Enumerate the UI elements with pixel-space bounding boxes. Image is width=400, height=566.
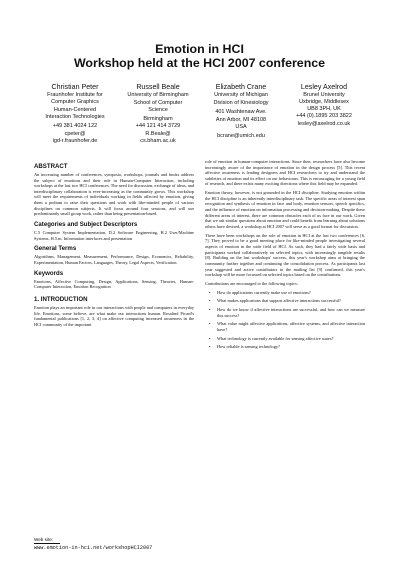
title-line-1: Emotion in HCI <box>155 42 244 56</box>
general-terms-heading: General Terms <box>34 245 77 253</box>
bullet-icon: • <box>209 289 211 295</box>
author-department: School of Computer <box>133 100 183 107</box>
website-footnote <box>34 537 152 551</box>
list-item <box>205 344 365 350</box>
categories-heading: Categories and Subject Descriptors <box>34 221 138 229</box>
author-1 <box>34 83 116 145</box>
website-label: Web site: <box>34 537 54 542</box>
author-2 <box>117 83 199 145</box>
list-item-text: What technology is currently available for sensing affective states? <box>217 335 334 341</box>
author-phone: +44 (0).1895 203 3822 <box>296 112 352 119</box>
list-item <box>205 298 365 304</box>
bullet-icon: • <box>209 344 211 350</box>
author-affiliation: Computer Graphics <box>51 98 99 105</box>
author-department: Division of Kinesiology <box>213 100 269 107</box>
author-name: Elizabeth Crane <box>215 83 267 91</box>
author-department: Science <box>148 107 168 114</box>
author-4 <box>283 83 365 145</box>
introduction-heading: 1. INTRODUCTION <box>34 296 88 304</box>
topic-list <box>205 290 365 350</box>
author-name: Christian Peter <box>51 83 99 91</box>
left-column <box>34 159 194 353</box>
body-paragraph: role of emotion in human-computer interactions. Since then, researchers have also become increasingly aware of the importance of emotion in the design process [5]. This recent affective awareness is leading designers and HCI researchers to try and understand the subtleties of emotion and its effect on our behaviours. This is encouraging for a young field of research, and there exists many exciting directions where this field may be expanded. <box>205 158 365 187</box>
author-affiliation: Brunel University <box>303 92 345 98</box>
website-link[interactable]: www.emotion-in-hci.net/workshopHCI2007 <box>34 545 153 551</box>
author-name: Lesley Axelrod <box>300 83 348 91</box>
abstract-heading: ABSTRACT <box>34 162 68 170</box>
categories-text: C.5 Computer System Implementation, D.2 Software Engineering, H.2 User/Machine Systems, H.5.m. Information interfaces and presentation <box>34 230 194 241</box>
paper-title <box>34 42 365 70</box>
author-email[interactable]: R.Beale@ <box>145 131 171 138</box>
list-item <box>205 290 365 296</box>
list-item-text: How do we know if affective interactions are successful, and how can we measure this success? <box>217 306 365 318</box>
author-email[interactable]: cpeter@ <box>64 131 86 138</box>
author-phone: +49 381 4024 122 <box>52 122 98 129</box>
right-column <box>205 159 365 353</box>
title-line-2: Workshop held at the HCI 2007 conference <box>73 56 326 70</box>
author-name: Russell Beale <box>136 83 180 91</box>
general-terms-text: Algorithms, Management, Measurement, Performance, Design, Economics, Reliability, Experimentation, Human Factors, Languages, Theory, Legal Aspects, Verification. <box>34 254 194 266</box>
list-item-text: What makes applications that support affective interactions successful? <box>217 298 341 304</box>
bullet-icon: • <box>209 298 211 304</box>
body-paragraph: Contributions are encouraged to the following topics: <box>205 280 298 286</box>
author-affiliation: University of Birmingham <box>127 92 189 98</box>
body-paragraph: There have been workshops on the role of emotion in HCI at the last two conferences [6, 7]. They proved to be a good meeting place for like-minded people investigating several aspects of emotion in the wide field of HCI. As such, they had a fairly wide basis and participants worked collaboratively on selected topics, with increasingly tangible results [8]. Building on the last workshops' success, this year's workshop aims at bringing the community further together and continuing the consolidation process. As participants last year suggested and active contributors to the mailing list [9] confirmed, this year's workshop will be more focussed on selected topics based on the contributions. <box>205 232 365 278</box>
list-item-text: How do applications currently make use of emotions? <box>217 289 311 295</box>
author-phone: +44 121 414 3729 <box>135 122 181 129</box>
author-email[interactable]: bcrane@umich.edu <box>217 132 265 139</box>
author-affiliation: Fraunhofer Institute for <box>47 92 103 98</box>
author-email[interactable]: igd-r.fraunhofer.de <box>52 137 98 144</box>
author-address: UB8 3PH, UK <box>307 105 341 112</box>
abstract-text: An increasing number of conferences, symposia, workshops, journals and books address the subject of emotions and their role in Human-Computer Interaction, including workshops at the last two HCI conferences. The need for discussion, exchange of ideas, and interdisciplinary collaboration is ever-increasing as the community grows. This workshop will meet the requirements of individuals working in fields affected by emotion, giving them a podium to raise their questions and work with like-minded people of various disciplines on common subjects. It will focus around four sessions, and will use predominantly small group work, rather than being presentation-based. <box>34 171 194 217</box>
list-item-text: How reliable is sensing technology? <box>217 344 280 350</box>
author-city: Birmingham <box>143 115 173 122</box>
footnote-rule <box>34 543 60 544</box>
author-address: Uxbridge, Middlesex <box>299 98 349 105</box>
body-columns <box>34 159 365 353</box>
keywords-heading: Keywords <box>34 269 64 277</box>
author-block <box>34 83 365 145</box>
keywords-text: Emotions, Affective Computing, Design, Applications, Sensing, Theories, Human-Computer Interaction, Emotion Recognition <box>34 278 194 290</box>
author-department: Interaction Technologies <box>45 114 105 121</box>
bullet-icon: • <box>209 321 211 327</box>
list-item <box>205 321 365 332</box>
bullet-icon: • <box>209 335 211 341</box>
list-item <box>205 336 365 342</box>
author-street: 401 Washtenaw Ave. <box>215 108 267 115</box>
author-country: USA <box>235 124 247 131</box>
author-3 <box>200 83 282 145</box>
bullet-icon: • <box>209 306 211 312</box>
author-city: Ann Arbor, MI 48108 <box>215 117 267 124</box>
author-department: Human-Centered <box>53 107 97 114</box>
list-item-text: What value might affective applications, affective systems, and affective interaction have? <box>217 321 365 332</box>
body-paragraph: Emotion theory, however, is not grounded in the HCI discipline. Studying emotion within the HCI discipline is an inherently interdisciplinary task. The specific areas of interest span recognition and synthesis of emotion in face and body, emotion sensors, speech specifics, and the influence of emotion on information processing and decision-making. Despite these different areas of interest, there are common obstacles each of us face in our work. Given that we ask similar questions about emotion and could benefit from learning about solutions others have devised, a workshop at HCI 2007 will serve as a good format for discussion. <box>205 190 365 230</box>
author-email[interactable]: cs.bham.ac.uk <box>140 137 176 144</box>
author-email[interactable]: lesley@axelrod.co.uk <box>297 121 351 128</box>
introduction-text: Emotion plays an important role in our interactions with people and computers in everyday life. Emotions, some believe, are what make our interactions human. Rosalind Picard's fundamental publications [1, 2, 3, 4] on affective computing increased awareness in the HCI community of the important <box>34 305 194 327</box>
list-item <box>205 307 365 318</box>
author-affiliation: University of Michigan <box>214 92 268 98</box>
